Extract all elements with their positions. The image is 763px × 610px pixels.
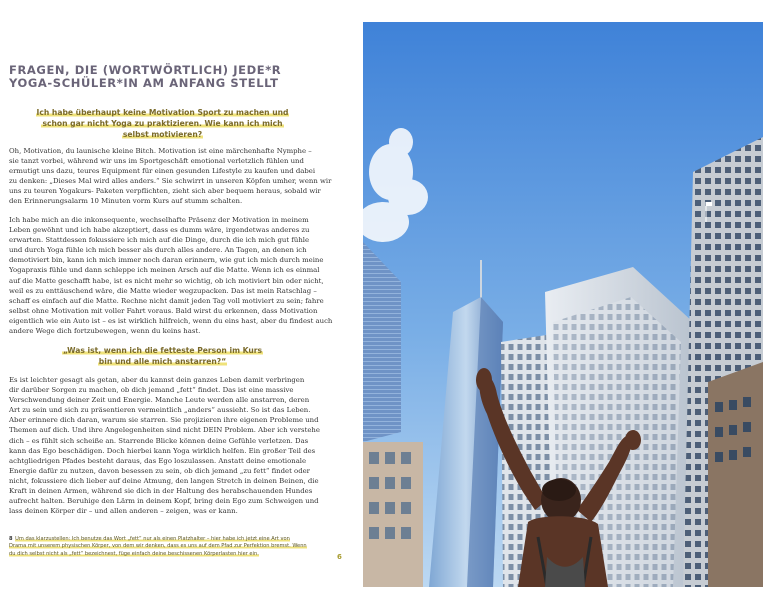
- paragraph3-line: kann das Ego beschädigen. Doch hierbei kann Yoga wirklich helfen. Ein großer Teil des: [9, 446, 316, 455]
- heading-line-2: YOGA-SCHÜLER*IN AM ANFANG STELLT: [9, 76, 279, 90]
- paragraph2-line: Ich habe mich an die inkonsequente, wechselhafte Präsenz der Motivation in meinem: [9, 216, 309, 224]
- paragraph2-line: und durch Yoga fühle ich mich besser als durch alles andere. An Tagen, an denen ich: [9, 246, 307, 255]
- paragraph2-line: selbst ohne Motivation mit voller Fahrt voraus. Bald wirst du erkennen, dass Motivation: [9, 306, 318, 315]
- left-page: [0, 0, 340, 610]
- building-right-dark: [683, 137, 763, 587]
- footnote-line-2: [9, 543, 329, 550]
- paragraph3-line: dir darüber Sorgen zu machen, ob dich jemand „fett“ findet. Das ist eine massive: [9, 386, 294, 395]
- paragraph3-line: Themen auf dich. Und ihre Angelegenheiten sind nicht DEIN Problem. Aber ich verstehe: [9, 426, 320, 435]
- page-number: 6: [337, 553, 342, 561]
- footnote-line-2-text: Drama mit unserem physischen Körper, von dem wir denken, dass es uns auf dem Pfad zur Perfektion bremst. Wenn: [9, 543, 307, 550]
- paragraph2-line: Leben gewöhnt und ich habe akzeptiert, dass es dumm wäre, irgendetwas anderes zu: [9, 226, 310, 235]
- question-1-line-3-text: selbst motivieren?: [122, 130, 203, 139]
- question-1-line-1-text: Ich habe überhaupt keine Motivation Sport zu machen und: [36, 108, 289, 117]
- footnote-line-3-text: du dich selbst nicht als „fett“ bezeichnest, füge einfach deine beschissenen Körperlasten hier ein.: [9, 550, 259, 557]
- footnote-line-3: [9, 551, 329, 558]
- paragraph3-line: Aber erinnere dich daran, warum sie starren. Sie projizieren ihre eigenen Probleme und: [9, 416, 319, 425]
- building-brick-left: [363, 442, 423, 587]
- paragraph2-line: andere Wege dich fortzubewegen, wenn du keins hast.: [9, 327, 201, 336]
- question-2-line-2: [20, 356, 305, 367]
- footnote-line-1: [9, 536, 329, 543]
- paragraph-3: [9, 375, 329, 516]
- paragraph3-line: dich – es fühlt sich scheiße an. Starrende Blicke können deine Gefühle verletzen. Das: [9, 436, 309, 445]
- question-1-line-2: [20, 118, 305, 129]
- question-2-line-2-text: bin und alle mich anstarren?“: [98, 357, 227, 366]
- footnote-line-1-text: Um das klarzustellen: Ich benutze das Wort „fett“ nur als einen Platzhalter – hier habe ich jetzt eine Art von: [15, 536, 290, 542]
- paragraph3-line: nicht, fokussiere dich lieber auf deine Atmung, den langen Stretch in deinen Beinen, die: [9, 476, 319, 485]
- question-2-line-1-text: „Was ist, wenn ich die fetteste Person im Kurs: [62, 346, 263, 355]
- photo-woman-raising-arms-skyscrapers: [363, 22, 763, 587]
- paragraph2-line: schaff es einfach auf die Matte. Rechne nicht damit jeden Tag voll motiviert zu sein; fahre: [9, 296, 324, 305]
- page-heading: [9, 64, 329, 90]
- question-1-line-1: [20, 107, 305, 118]
- paragraph-1: [9, 146, 332, 207]
- question-1-line-2-text: schon gar nicht Yoga zu praktizieren. Wie kann ich mich: [42, 119, 283, 128]
- paragraph3-line: Es ist leichter gesagt als getan, aber du kannst dein ganzes Leben damit verbringen: [9, 376, 305, 384]
- paragraph3-line: lass deinen Körper dir – und allen anderen – zeigen, was er kann.: [9, 507, 238, 516]
- footnote: [9, 536, 329, 558]
- paragraph2-line: erwarten. Stattdessen fokussiere ich mich auf die Dinge, durch die ich mich gut fühle: [9, 236, 310, 245]
- paragraph3-line: achtgliedrigen Pfades besteht daraus, das Ego loszulassen. Anstatt deine emotionale: [9, 456, 307, 465]
- question-2-line-1: [20, 345, 305, 356]
- paragraph3-line: Energie dafür zu nutzen, davon besessen zu sein, ob dich jemand „zu fett“ findet oder: [9, 466, 310, 475]
- paragraph1-line: zu denken: „Dieses Mal wird alles anders.“ Sie schwirrt in unseren Köpfen umher, wenn wir: [9, 177, 332, 186]
- paragraph1-line: sie tanzt vorbei, während wir uns im Sportgeschäft emotional verletzlich fühlen und: [9, 157, 304, 166]
- paragraph3-line: Art zu sein und sich zu präsentieren vermeintlich „anders“ aussieht. So ist das Leben.: [9, 406, 311, 415]
- paragraph3-line: Verschwendung deiner Zeit und Energie. Manche Leute werden alle anstarren, deren: [9, 396, 310, 405]
- paragraph1-line: ermutigt uns dazu, teures Equipment für einen gesunden Lifestyle zu kaufen und dabei: [9, 167, 316, 176]
- footnote-mark: 8: [9, 536, 13, 542]
- heading-line-1: FRAGEN, DIE (WORTWÖRTLICH) JEDE*R: [9, 63, 282, 77]
- question-2: [20, 345, 305, 367]
- paragraph2-line: auf die Matte geschafft habe, ist es nicht mehr so wichtig, ob ich motiviert bin oder nicht,: [9, 276, 324, 285]
- paragraph2-line: weil es zu enttäuschend wäre, die Matte wieder wegzupacken. Das ist mein Ratschlag –: [9, 286, 317, 295]
- paragraph1-line: uns zu teuren Yogakurs- Paketen verpflichten, zieht sich aber bequem heraus, sobald wir: [9, 187, 321, 196]
- paragraph3-line: Kraft in deinen Armen, während sie dich in der Haltung des herabschauenden Hundes: [9, 487, 313, 496]
- paragraph1-line: den Erinnerungsalarm 10 Minuten vorm Kurs auf stumm schalten.: [9, 197, 243, 206]
- paragraph1-line: Oh, Motivation, du launische kleine Bitch. Motivation ist eine märchenhafte Nymphe –: [9, 147, 312, 155]
- paragraph2-line: Yogapraxis fühle und dann schleppe ich meinen Arsch auf die Matte. Wenn ich es einmal: [9, 266, 320, 275]
- paragraph3-line: aufrecht halten. Beruhige den Lärm in deinem Kopf, bring dein Ego zum Schweigen und: [9, 497, 319, 506]
- question-1-line-3: [20, 129, 305, 140]
- paragraph-2: [9, 215, 333, 336]
- question-1: [20, 107, 305, 140]
- photo-illustration: [363, 22, 763, 587]
- paragraph2-line: demotiviert bin, kann ich mich immer noch daran erinnern, wie gut ich mich durch meine: [9, 256, 324, 265]
- paragraph2-line: eigentlich wie ein Auto ist – es ist wirklich hilfreich, wenn du eins hast, aber du findest auch: [9, 316, 333, 325]
